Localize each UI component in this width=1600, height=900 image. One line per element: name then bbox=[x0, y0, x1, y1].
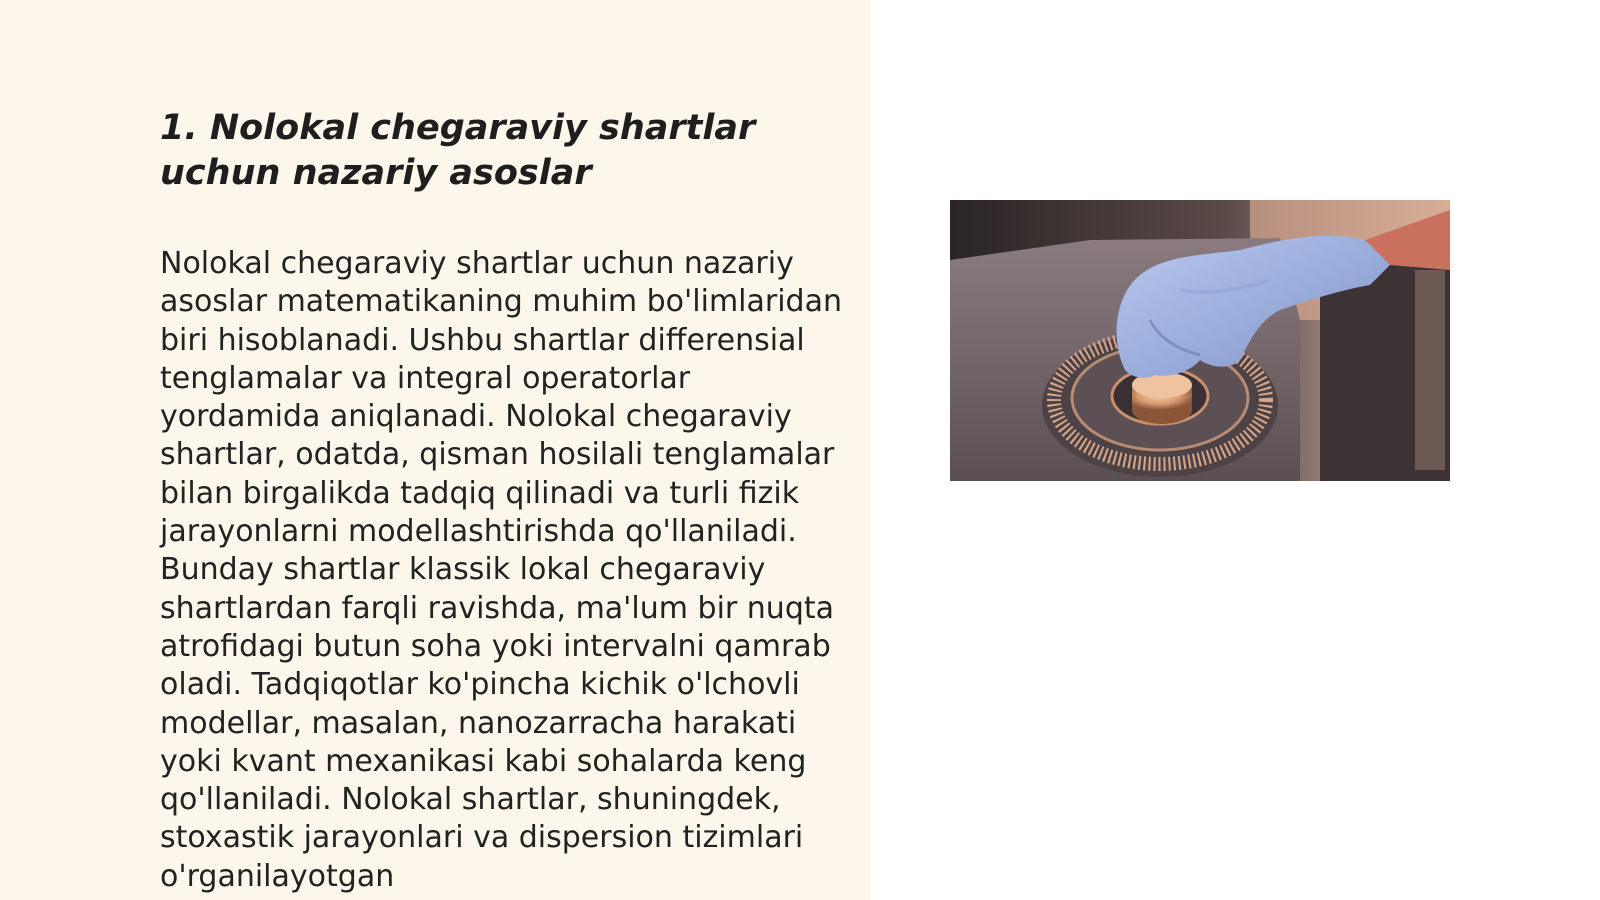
photo-illustration bbox=[950, 200, 1450, 481]
machine-side-stripe bbox=[1415, 270, 1445, 470]
gloved-hand-machine-photo bbox=[950, 200, 1450, 481]
slide-title: 1. Nolokal chegaraviy shartlar uchun nazariy asoslar bbox=[160, 108, 756, 193]
slide-body-text: Nolokal chegaraviy shartlar uchun nazariy asoslar matematikaning muhim bo'limlaridan biri hisoblanadi. Ushbu shartlar differensial tenglamalar va integral operatorlar yordamida aniqlanadi. Nolokal chegaraviy shartlar, odatda, qisman hosilali tenglamalar bilan birgalikda tadqiq qilinadi va turli fizik jarayonlarni modellashtirishda qo'llaniladi. Bunday shartlar klassik lokal chegaraviy shartlardan farqli ravishda, ma'lum bir nuqta atrofidagi butun soha yoki intervalni qamrab oladi. Tadqiqotlar ko'pincha kichik o'lchovli modellar, masalan, nanozarracha harakati yoki kvant mexanikasi kabi sohalarda keng qo'llaniladi. Nolokal shartlar, shuningdek, stoxastik jarayonlari va dispersion tizimlari o'rganilayotgan bbox=[160, 246, 843, 894]
